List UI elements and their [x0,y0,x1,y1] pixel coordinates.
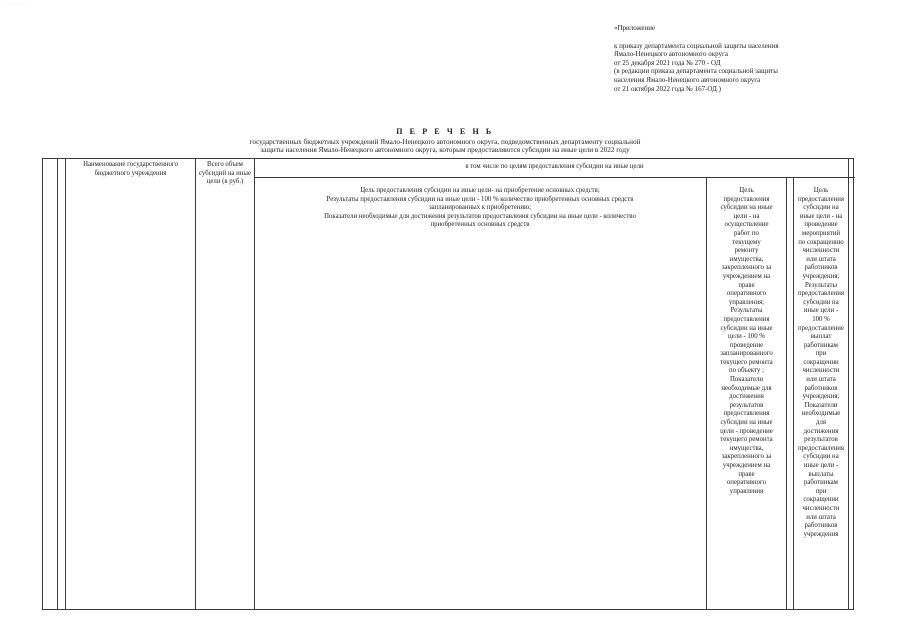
purpose-text-line: субсидии на [803,204,839,212]
purpose-text-line: управления [729,487,764,495]
purpose-text-line: предоставления [797,290,844,298]
purpose-text-line: необходимые [801,410,841,418]
purpose-text-line: имущества, [729,444,764,452]
purpose-text-line: приобретенных основных средств [430,221,530,229]
approval-block [614,24,884,93]
purpose-text-line: закрепленного за [721,453,772,461]
purpose-text-line: текущего ремонта [720,358,773,366]
purpose-text-line: достижения [803,427,839,435]
purpose-text-line: учреждения; [802,272,840,280]
purpose-text-line: цели - на [733,212,760,220]
purpose-text-line: работников [804,264,838,272]
purpose-text-line: работ по [734,229,759,237]
purpose-text-line: учреждения [803,530,839,538]
purpose-text-line: при [815,487,827,495]
purpose-text-line: работников [804,384,838,392]
approval-line: Ямало-Ненецкого автономного округа [614,50,729,59]
purpose-text-line: запланированных к приобретению; [429,204,531,212]
purpose-text-line: по объекту ; [728,367,765,375]
table-rule [786,177,787,609]
purpose-text-line: численности [802,247,840,255]
purpose-text-line: проведение [729,341,764,349]
purpose-text-line: цели - проведение [720,427,773,435]
purpose-text-line: иные цели - на [799,212,843,220]
scan-mark: · · · · · [4,1,29,7]
purpose-text-line: или штата [806,513,836,521]
purpose-text-line: предоставления [797,195,844,203]
purpose-text-line: учреждения; [802,393,840,401]
document-heading [200,128,690,155]
purpose-text-line: праве [738,470,755,478]
purpose-text-line: управления; [728,298,765,306]
purpose-text-line: субсидии на иные [720,204,773,212]
purpose-text-line: субсидии на [803,298,839,306]
header-total-amount: Всего объем субсидий на иные цели (в руб.) [199,161,251,186]
purpose-text-line: необходимые для [721,384,772,392]
approval-line: населения Ямало-Ненецкого автономного округа [614,75,761,84]
table-rule [65,159,66,609]
purpose-text-line: запланированного [720,350,773,358]
purpose-text-line: предоставления [723,195,770,203]
purpose-text-line: Цель [739,187,754,194]
purpose-text-line: праве [738,281,755,289]
document-title: П Е Р Е Ч Е Н Ь [396,127,494,136]
approval-line: от 25 декабря 2021 года № 270 - ОД [614,58,721,67]
table-rule [848,159,849,609]
purpose-text-line: работников [804,522,838,530]
purpose-text-line: выплаты [808,470,834,478]
purpose-text-line: результатов [804,436,838,444]
approval-line: (в редакции приказа департамента социальной защиты [614,67,778,76]
purpose-text-line: для [816,419,826,427]
purpose-text-line: Показатели [804,401,838,409]
purpose-text-line: закрепленного за [721,264,772,272]
purpose-text-line: Цель [813,187,829,194]
purpose-text-line: работникам [804,479,838,487]
purpose-text-line: 100 % [812,315,830,323]
purpose-text-line: предоставление [798,324,844,332]
header-institution-name: Наименование государственного бюджетного учреждения [83,161,178,177]
purpose-text-line: по сокращению [798,238,844,246]
subsidy-table [42,158,854,610]
purpose-current-repair [707,187,786,496]
purpose-text-line: оперативного [726,479,767,487]
purpose-text-line: результатов [729,401,764,409]
purpose-text-line: Показатели необходимые для достижения результатов предоставления субсидии на иные цели - количество [324,212,636,220]
purpose-text-line: Результаты [730,307,763,315]
purpose-text-line: работникам [804,341,838,349]
purpose-text-line: Цель предоставления субсидии на иные цели- на приобретение основных средств; [360,187,600,194]
purpose-text-line: сокращении [803,358,839,366]
purpose-text-line: Результаты предоставления субсидии на иные цели - 100 % количество приобретенных основных средств [326,195,634,203]
purpose-text-line: предоставления [797,444,844,452]
header-purposes-group: в том числе по целям предоставления субсидии на иные цели [465,163,644,170]
purpose-text-line: имущества, [729,255,764,263]
purpose-text-line: при [815,350,827,358]
approval-line: к приказу департамента социальной защиты населения [614,41,779,50]
heading-line: государственных бюджетных учреждений Ямало-Ненецкого автономного округа, подведомственных департаменту социальной [249,137,641,146]
purpose-text-line: субсидии на иные [720,419,773,427]
purpose-staff-reduction [794,187,848,539]
table-rule [254,177,855,178]
purpose-text-line: мероприятий [801,229,841,237]
purpose-fixed-assets [256,187,704,230]
purpose-text-line: субсидии на иные [720,324,773,332]
purpose-text-line: иные цели - [803,462,839,469]
purpose-text-line: цели - 100 % [728,333,765,341]
purpose-text-line: текущего ремонта [720,436,773,444]
purpose-text-line: Результаты [804,281,838,289]
purpose-text-line: иные цели - [803,307,839,315]
purpose-text-line: достижения [729,393,764,401]
purpose-text-line: учреждением на [722,272,771,280]
purpose-text-line: сокращении [803,496,839,504]
purpose-text-line: предоставления [723,410,770,418]
purpose-text-line: или штата [806,376,836,384]
purpose-text-line: ремонту [734,247,759,255]
purpose-text-line: осуществление [724,221,769,229]
approval-line: от 21 октября 2022 года № 167-ОД ) [614,84,721,93]
purpose-text-line: предоставления [723,315,770,323]
table-rule [57,159,58,609]
purpose-text-line: численности [802,367,840,375]
table-rule [195,159,196,609]
purpose-text-line: субсидии на [803,453,839,461]
purpose-text-line: проведение [804,221,838,229]
approval-title: «Приложение [614,24,656,32]
purpose-text-line: Показатели [729,376,764,384]
purpose-text-line: численности [802,504,840,512]
purpose-text-line: оперативного [726,290,767,298]
purpose-text-line: текущему [732,238,761,246]
heading-line: защиты населения Ямало-Ненецкого автономного округа, которым предоставляются субсидии на иные цели в 2022 году [260,146,630,155]
purpose-text-line: или штата [806,255,836,263]
table-rule [254,159,255,609]
purpose-text-line: выплат [810,333,832,341]
purpose-text-line: учреждением на [722,462,771,469]
